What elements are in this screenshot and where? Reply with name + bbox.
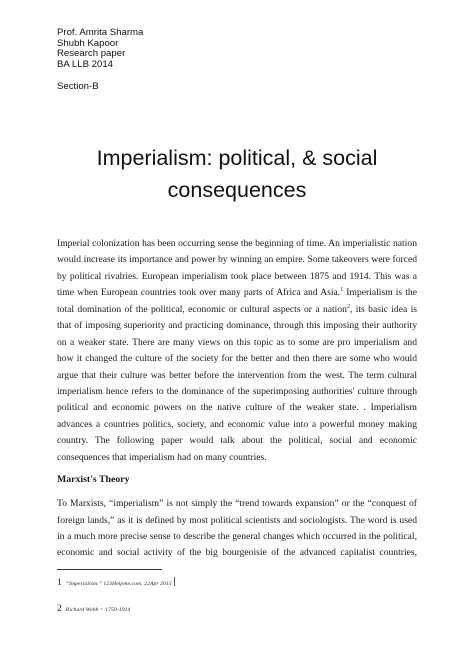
text-line: how it changed the culture of the society for the better and then there are some who would bbox=[57, 353, 417, 365]
title-line-2: consequences bbox=[167, 178, 307, 202]
text-line bbox=[57, 302, 417, 318]
text-line: advances a countries politics, society, and economic value into a powerful money making bbox=[57, 418, 417, 430]
paragraph-intro bbox=[57, 236, 417, 466]
text-line: Imperial colonization has been occurring sense the beginning of time. An imperialistic nation bbox=[57, 238, 417, 249]
author-block bbox=[57, 28, 143, 70]
body-text bbox=[57, 236, 417, 562]
text-segment: Imperialism is the bbox=[343, 287, 417, 299]
text-cursor bbox=[174, 577, 175, 586]
footnote-1 bbox=[57, 572, 175, 590]
footnote-ref-1[interactable]: 1 bbox=[340, 287, 344, 294]
text-line: country. The following paper would talk about the political, social and economic bbox=[57, 435, 417, 447]
page-title bbox=[0, 142, 474, 206]
author-name-1: Prof. Amrita Sharma bbox=[57, 27, 144, 38]
text-line: foreign lands,” as it is defined by most political scientists and sociologists. The word is used bbox=[57, 514, 417, 526]
text-segment: total domination of the political, economic or cultural aspects or a nation bbox=[57, 303, 347, 315]
title-line-1: Imperialism: political, & social bbox=[96, 146, 378, 170]
footnote-text: Richard Webb > 1750-1914 bbox=[65, 607, 131, 613]
footnote-number: 1 bbox=[57, 577, 62, 588]
text-line: argue that their culture was better before the intervention from the west. The term cultural bbox=[57, 369, 417, 381]
course-label: BA LLB 2014 bbox=[57, 58, 114, 70]
footnote-2 bbox=[57, 598, 130, 616]
text-segment: , its basic idea is bbox=[349, 303, 418, 315]
text-line: To Marxists, “imperialism” is not simply the “trend towards expansion” or the “conquest of bbox=[57, 498, 417, 510]
text-line: on a weaker state. There are many views on this topic as to some are pro imperialism and bbox=[57, 336, 417, 348]
text-line: that of imposing superiority and practicing dominance, through this imposing their authority bbox=[57, 320, 417, 332]
section-heading: Marxist's Theory bbox=[57, 474, 130, 486]
footnote-divider bbox=[57, 569, 162, 570]
text-line: consequences that imperialism had on many countries. bbox=[57, 451, 267, 463]
text-line bbox=[57, 285, 417, 301]
text-line: economic and social activity of the big bourgeoisie of the advanced capitalist countries, bbox=[57, 547, 417, 559]
author-name-2: Shubh Kapoor bbox=[57, 37, 119, 49]
text-line: by political rivalries. European imperialism took place between 1875 and 1914. This was a bbox=[57, 270, 417, 282]
text-line: in a much more precise sense to describe the general changes which occurred in the political, bbox=[57, 531, 417, 542]
document-type: Research paper bbox=[57, 48, 126, 60]
text-line: would increase its importance and power by winning an empire. Some takeovers were forced bbox=[57, 254, 417, 266]
footnote-text: “Imperialism.” 123Helpme.com. 22Apr 2015 bbox=[65, 581, 172, 587]
text-line: imperialism hence refers to the dominance of the superimposing authorities' culture through bbox=[57, 385, 417, 397]
section-label: Section-B bbox=[57, 81, 99, 92]
paragraph-marxist bbox=[57, 496, 417, 562]
footnote-number: 2 bbox=[57, 603, 62, 614]
footnote-ref-2[interactable]: 2 bbox=[346, 303, 350, 310]
text-segment: time when European countries took over many parts of Africa and Asia. bbox=[57, 287, 341, 299]
text-line: political and economic powers on the native culture of the weaker state. . Imperialism bbox=[57, 402, 417, 414]
